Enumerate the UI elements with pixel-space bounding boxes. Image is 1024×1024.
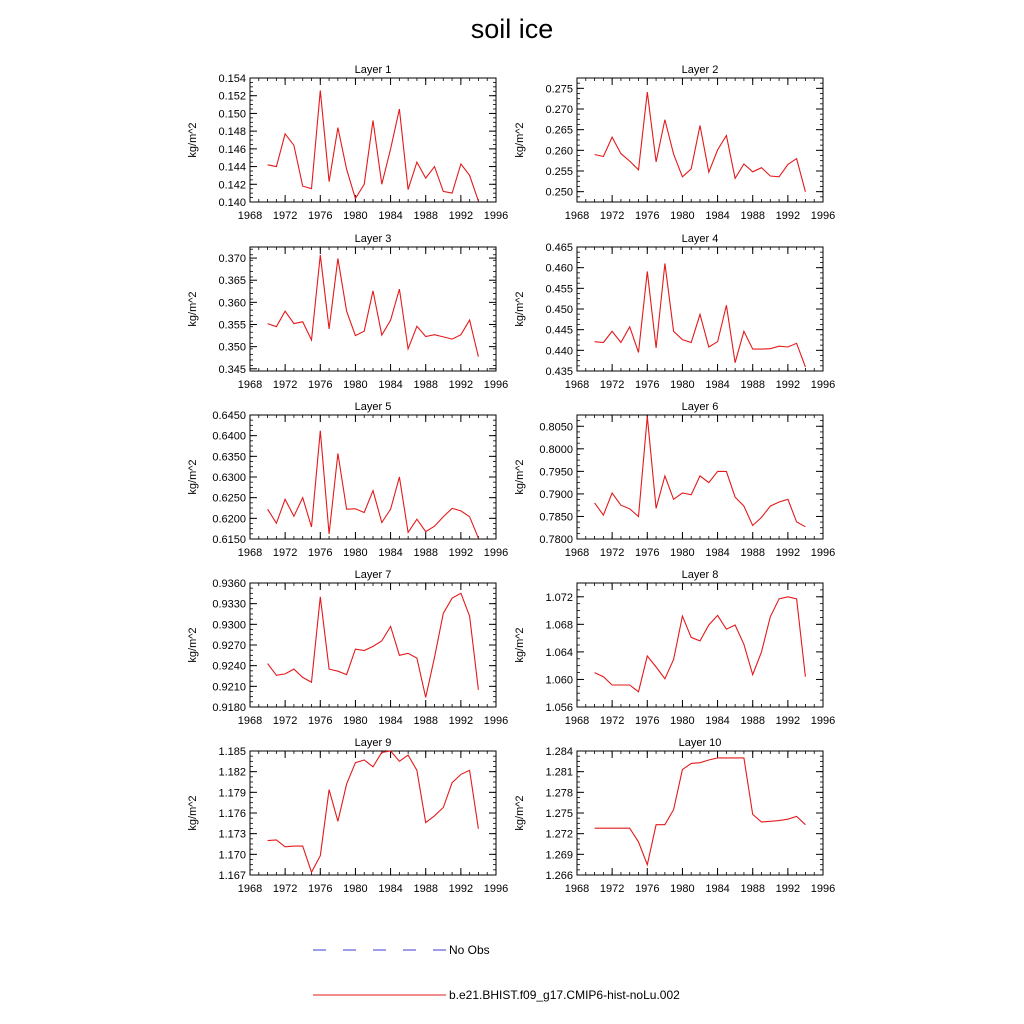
x-tick-label: 1980 (670, 210, 695, 222)
y-tick-label: 0.450 (545, 304, 573, 316)
y-tick-label: 0.460 (545, 262, 573, 275)
x-tick-label: 1984 (378, 210, 403, 222)
model-series-line (268, 255, 479, 357)
x-tick-label: 1972 (599, 210, 625, 222)
panel-1 (187, 64, 508, 222)
x-tick-label: 1992 (448, 547, 474, 559)
panel-title: Layer 10 (678, 737, 722, 749)
x-tick-label: 1988 (740, 547, 765, 559)
x-tick-label: 1976 (635, 715, 660, 727)
x-tick-label: 1968 (237, 210, 263, 222)
x-tick-label: 1996 (483, 210, 509, 222)
y-tick-label: 0.7850 (539, 511, 573, 524)
y-tick-label: 0.150 (218, 108, 246, 121)
x-tick-label: 1980 (670, 715, 695, 727)
y-tick-label: 0.350 (218, 341, 246, 354)
y-tick-label: 0.9240 (212, 660, 246, 673)
model-series-line (268, 751, 479, 872)
y-tick-label: 1.182 (218, 766, 246, 779)
x-tick-label: 1968 (237, 379, 263, 391)
y-tick-label: 1.068 (545, 619, 573, 632)
x-tick-label: 1996 (810, 210, 836, 222)
panel-title: Layer 5 (354, 401, 392, 413)
x-tick-label: 1992 (448, 883, 474, 895)
y-axis-label: kg/m^2 (187, 627, 199, 663)
x-tick-label: 1972 (272, 547, 298, 559)
y-tick-label: 0.455 (545, 283, 573, 296)
x-tick-label: 1984 (378, 715, 403, 727)
panel-title: Layer 1 (354, 64, 392, 76)
y-tick-label: 0.365 (218, 275, 246, 288)
y-tick-label: 0.270 (545, 104, 573, 116)
y-axis-label: kg/m^2 (187, 795, 199, 831)
plot-frame (250, 78, 496, 202)
y-tick-label: 1.275 (545, 808, 573, 820)
x-tick-label: 1980 (343, 379, 368, 391)
y-axis-label: kg/m^2 (514, 291, 526, 327)
x-tick-label: 1996 (483, 883, 509, 895)
model-series-line (595, 758, 806, 865)
x-tick-label: 1976 (635, 210, 660, 222)
plot-frame (250, 583, 496, 707)
y-tick-label: 0.6300 (212, 472, 246, 484)
y-tick-label: 0.255 (545, 166, 573, 178)
x-tick-label: 1976 (635, 547, 660, 559)
x-tick-label: 1984 (705, 883, 730, 895)
x-tick-label: 1984 (378, 883, 403, 895)
y-tick-label: 1.185 (218, 746, 246, 758)
y-tick-label: 0.9210 (212, 681, 246, 694)
y-tick-label: 0.6400 (212, 430, 246, 443)
figure-title: soil ice (470, 14, 554, 44)
x-tick-label: 1976 (308, 883, 333, 895)
x-tick-label: 1988 (740, 883, 765, 895)
x-tick-label: 1968 (564, 210, 590, 222)
x-tick-label: 1992 (448, 379, 474, 391)
x-tick-label: 1972 (272, 883, 298, 895)
y-axis-label: kg/m^2 (514, 627, 526, 663)
y-tick-label: 0.6250 (212, 492, 246, 505)
x-tick-label: 1984 (378, 547, 403, 559)
x-tick-label: 1972 (272, 210, 298, 222)
y-tick-label: 0.142 (218, 179, 246, 192)
y-tick-label: 0.7900 (539, 488, 573, 501)
y-tick-label: 1.060 (545, 674, 573, 687)
y-tick-label: 1.173 (218, 828, 246, 841)
x-tick-label: 1996 (483, 715, 509, 727)
y-tick-label: 0.265 (545, 124, 573, 137)
y-tick-label: 0.440 (545, 345, 573, 358)
x-tick-label: 1984 (378, 379, 403, 391)
model-series-line (268, 593, 479, 697)
x-tick-label: 1992 (775, 883, 801, 895)
y-tick-label: 0.144 (218, 161, 246, 174)
y-tick-label: 0.355 (218, 319, 246, 332)
y-tick-label: 1.278 (545, 787, 573, 800)
x-tick-label: 1992 (775, 379, 801, 391)
plot-frame (577, 583, 823, 707)
y-tick-label: 0.152 (218, 90, 246, 103)
x-tick-label: 1972 (599, 883, 625, 895)
model-series-line (595, 416, 806, 526)
y-tick-label: 0.154 (218, 73, 246, 85)
y-tick-label: 1.170 (218, 849, 246, 862)
y-tick-label: 0.9300 (212, 619, 246, 632)
x-tick-label: 1968 (564, 547, 590, 559)
x-tick-label: 1976 (635, 883, 660, 895)
x-tick-label: 1968 (237, 715, 263, 727)
y-tick-label: 0.465 (545, 242, 573, 254)
panel-title: Layer 6 (681, 401, 719, 413)
y-tick-label: 0.345 (218, 363, 246, 376)
y-tick-label: 1.179 (218, 787, 246, 800)
panel-6 (514, 401, 835, 559)
x-tick-label: 1984 (705, 715, 730, 727)
x-tick-label: 1988 (413, 547, 438, 559)
x-tick-label: 1968 (564, 379, 590, 391)
y-tick-label: 1.176 (218, 808, 246, 820)
x-tick-label: 1968 (237, 547, 263, 559)
x-tick-label: 1972 (272, 379, 298, 391)
y-tick-label: 0.435 (545, 366, 573, 378)
y-tick-label: 0.9270 (212, 640, 246, 652)
y-tick-label: 0.9330 (212, 598, 246, 611)
x-tick-label: 1972 (272, 715, 298, 727)
panel-title: Layer 3 (354, 233, 392, 245)
x-tick-label: 1992 (775, 210, 801, 222)
legend (313, 943, 680, 1002)
model-series-line (268, 90, 479, 201)
x-tick-label: 1992 (448, 210, 474, 222)
panel-2 (514, 64, 835, 222)
x-tick-label: 1968 (237, 883, 263, 895)
y-tick-label: 0.146 (218, 143, 246, 156)
y-tick-label: 0.260 (545, 145, 573, 158)
x-tick-label: 1996 (810, 379, 836, 391)
x-tick-label: 1996 (483, 379, 509, 391)
y-tick-label: 0.6150 (212, 534, 246, 546)
y-tick-label: 0.6450 (212, 410, 246, 422)
x-tick-label: 1980 (343, 715, 368, 727)
x-tick-label: 1988 (740, 715, 765, 727)
plot-frame (250, 247, 496, 371)
y-tick-label: 0.7800 (539, 534, 573, 546)
y-axis-label: kg/m^2 (187, 291, 199, 327)
x-tick-label: 1992 (448, 715, 474, 727)
panel-5 (187, 401, 508, 559)
x-tick-label: 1976 (308, 210, 333, 222)
plot-frame (577, 751, 823, 875)
panel-9 (187, 737, 508, 895)
model-series-line (595, 92, 806, 192)
plot-frame (577, 247, 823, 371)
y-tick-label: 0.148 (218, 126, 246, 139)
plot-frame (250, 751, 496, 875)
x-tick-label: 1996 (810, 547, 836, 559)
x-tick-label: 1972 (599, 547, 625, 559)
y-tick-label: 0.8000 (539, 443, 573, 456)
y-tick-label: 1.167 (218, 870, 246, 882)
plot-frame (250, 415, 496, 539)
y-tick-label: 0.6200 (212, 513, 246, 526)
x-tick-label: 1972 (599, 715, 625, 727)
x-tick-label: 1984 (705, 547, 730, 559)
x-tick-label: 1988 (413, 210, 438, 222)
y-tick-label: 0.9360 (212, 578, 246, 590)
x-tick-label: 1980 (343, 547, 368, 559)
model-series-line (268, 431, 479, 539)
y-axis-label: kg/m^2 (187, 122, 199, 158)
x-tick-label: 1976 (635, 379, 660, 391)
y-tick-label: 1.272 (545, 828, 573, 841)
legend-obs-label: No Obs (449, 943, 490, 957)
y-axis-label: kg/m^2 (514, 459, 526, 495)
x-tick-label: 1988 (740, 379, 765, 391)
x-tick-label: 1992 (775, 547, 801, 559)
x-tick-label: 1976 (308, 379, 333, 391)
x-tick-label: 1988 (413, 715, 438, 727)
x-tick-label: 1976 (308, 547, 333, 559)
model-series-line (595, 264, 806, 367)
x-tick-label: 1992 (775, 715, 801, 727)
x-tick-label: 1988 (413, 883, 438, 895)
y-tick-label: 0.445 (545, 324, 573, 337)
y-axis-label: kg/m^2 (514, 795, 526, 831)
x-tick-label: 1972 (599, 379, 625, 391)
x-tick-label: 1996 (483, 547, 509, 559)
panel-title: Layer 9 (354, 737, 392, 749)
panel-title: Layer 4 (681, 233, 719, 245)
y-tick-label: 1.266 (545, 870, 573, 882)
x-tick-label: 1980 (343, 883, 368, 895)
panel-title: Layer 7 (354, 569, 392, 581)
y-tick-label: 1.056 (545, 702, 573, 714)
panel-8 (514, 569, 835, 727)
y-tick-label: 0.9180 (212, 702, 246, 714)
y-axis-label: kg/m^2 (514, 122, 526, 158)
x-tick-label: 1968 (564, 883, 590, 895)
y-tick-label: 0.360 (218, 297, 246, 310)
y-tick-label: 0.275 (545, 83, 573, 96)
y-axis-label: kg/m^2 (187, 459, 199, 495)
panel-3 (187, 233, 508, 391)
y-tick-label: 1.281 (545, 766, 573, 779)
panel-10 (514, 737, 835, 895)
x-tick-label: 1980 (670, 883, 695, 895)
panel-7 (187, 569, 508, 727)
y-tick-label: 1.064 (545, 646, 573, 659)
y-tick-label: 0.250 (545, 186, 573, 199)
legend-model-label: b.e21.BHIST.f09_g17.CMIP6-hist-noLu.002 (449, 988, 680, 1002)
x-tick-label: 1980 (343, 210, 368, 222)
y-tick-label: 1.269 (545, 849, 573, 862)
x-tick-label: 1980 (670, 379, 695, 391)
x-tick-label: 1988 (413, 379, 438, 391)
panel-title: Layer 2 (681, 64, 719, 76)
y-tick-label: 1.284 (545, 746, 573, 758)
panel-4 (514, 233, 835, 391)
y-tick-label: 1.072 (545, 591, 573, 604)
x-tick-label: 1996 (810, 715, 836, 727)
y-tick-label: 0.7950 (539, 466, 573, 479)
y-tick-label: 0.8050 (539, 421, 573, 434)
y-tick-label: 0.370 (218, 253, 246, 266)
x-tick-label: 1968 (564, 715, 590, 727)
y-tick-label: 0.140 (218, 197, 246, 209)
x-tick-label: 1980 (670, 547, 695, 559)
x-tick-label: 1988 (740, 210, 765, 222)
x-tick-label: 1984 (705, 379, 730, 391)
panel-title: Layer 8 (681, 569, 719, 581)
y-tick-label: 0.6350 (212, 451, 246, 464)
model-series-line (595, 597, 806, 692)
x-tick-label: 1984 (705, 210, 730, 222)
x-tick-label: 1976 (308, 715, 333, 727)
x-tick-label: 1996 (810, 883, 836, 895)
